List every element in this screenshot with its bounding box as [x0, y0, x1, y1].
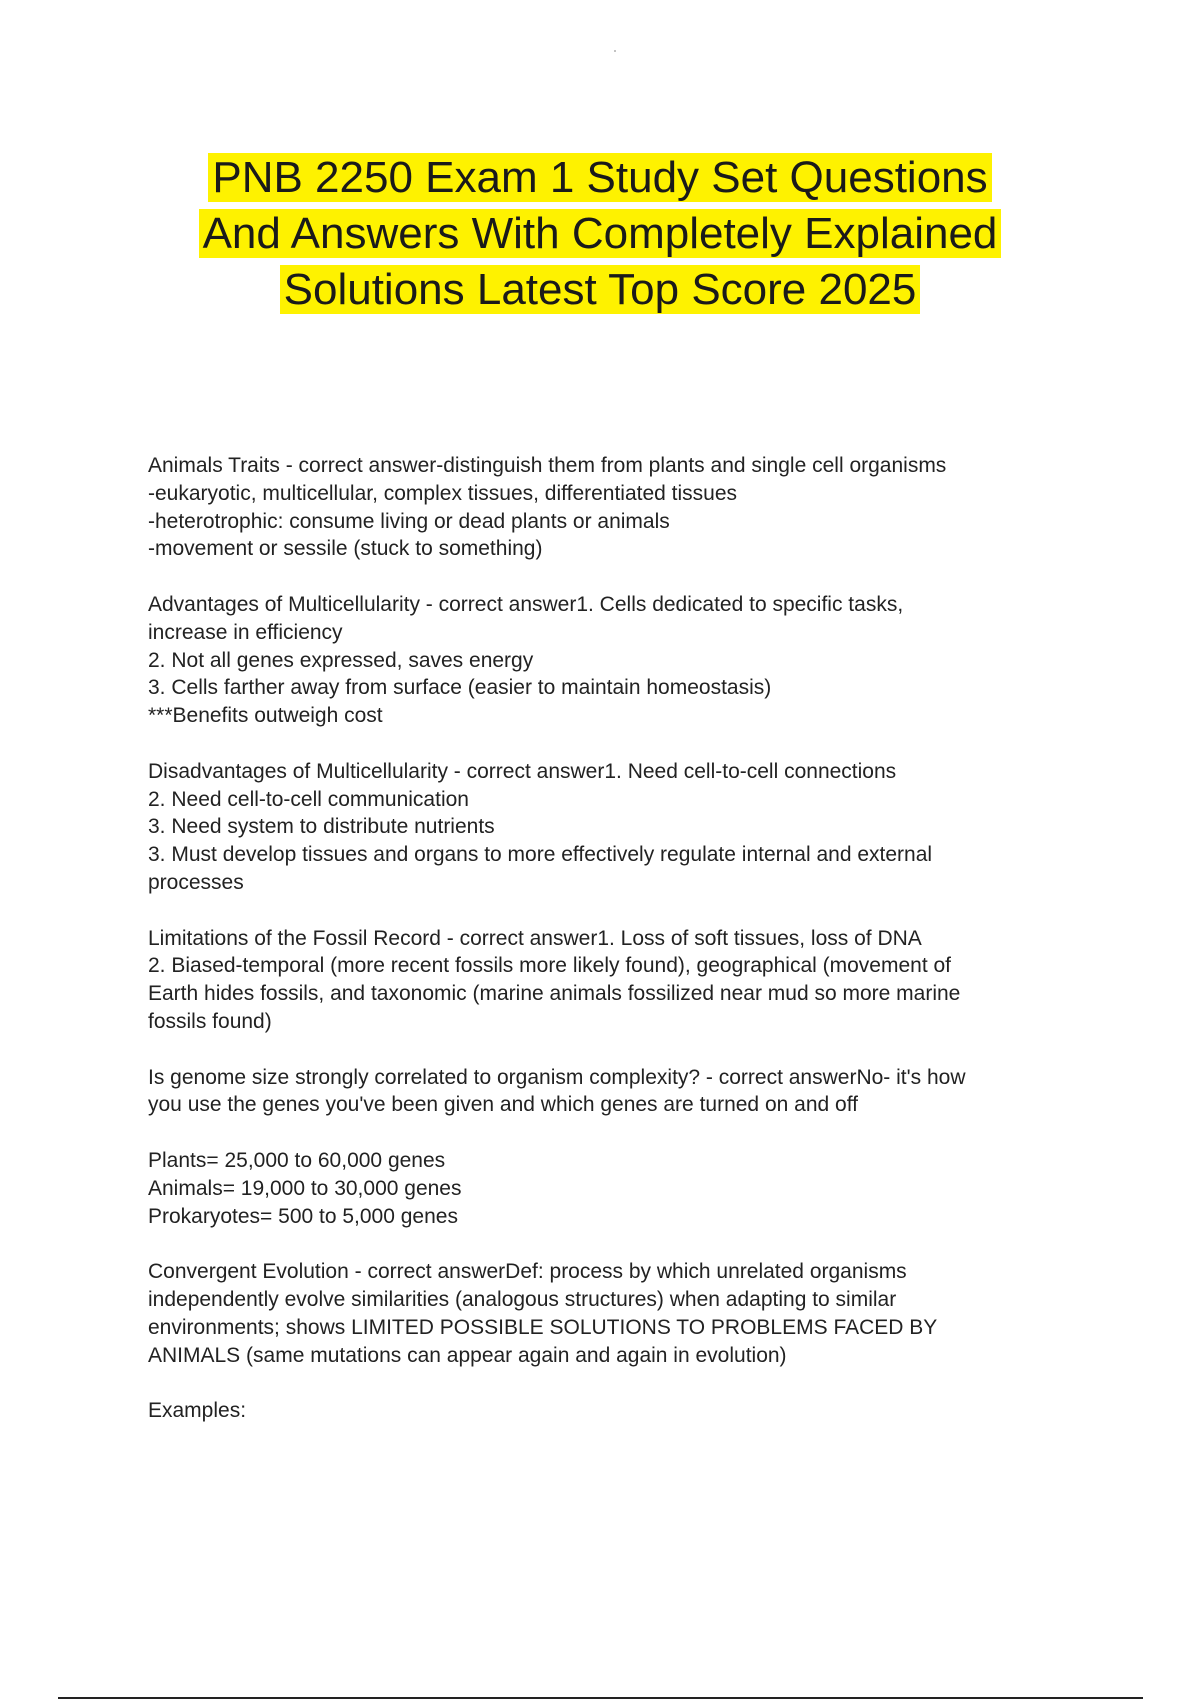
- text-line: Disadvantages of Multicellularity - correct answer1. Need cell-to-cell connections: [148, 759, 897, 783]
- text-line: -movement or sessile (stuck to something): [148, 537, 543, 561]
- text-line: you use the genes you've been given and which genes are turned on and off: [148, 1093, 858, 1117]
- text-line: 3. Need system to distribute nutrients: [148, 815, 495, 839]
- text-line: 2. Not all genes expressed, saves energy: [148, 648, 534, 672]
- text-line: -eukaryotic, multicellular, complex tissues, differentiated tissues: [148, 481, 738, 505]
- qa-convergent-evolution: [148, 1258, 1098, 1369]
- text-line: Convergent Evolution - correct answerDef: process by which unrelated organisms: [148, 1260, 907, 1284]
- text-line: ANIMALS (same mutations can appear again and again in evolution): [148, 1343, 787, 1367]
- text-line: environments; shows LIMITED POSSIBLE SOLUTIONS TO PROBLEMS FACED BY: [148, 1315, 938, 1339]
- text-line: 3. Cells farther away from surface (easier to maintain homeostasis): [148, 676, 772, 700]
- document-title: [100, 150, 1100, 318]
- text-line: Prokaryotes= 500 to 5,000 genes: [148, 1204, 458, 1228]
- text-line: ***Benefits outweigh cost: [148, 704, 383, 728]
- footer-divider: [58, 1697, 1143, 1699]
- title-line-3: Solutions Latest Top Score 2025: [280, 265, 921, 314]
- qa-fossil-record-limitations: [148, 925, 1098, 1036]
- text-line: independently evolve similarities (analogous structures) when adapting to similar: [148, 1287, 897, 1311]
- qa-genome-size: [148, 1064, 1098, 1120]
- text-line: fossils found): [148, 1009, 272, 1033]
- qa-animal-traits: [148, 452, 1098, 563]
- text-line: Is genome size strongly correlated to organism complexity? - correct answerNo- it's how: [148, 1065, 966, 1089]
- text-line: Animals Traits - correct answer-distinguish them from plants and single cell organisms: [148, 454, 947, 477]
- text-line: Animals= 19,000 to 30,000 genes: [148, 1176, 462, 1200]
- text-line: Limitations of the Fossil Record - correct answer1. Loss of soft tissues, loss of DNA: [148, 926, 922, 950]
- examples-label: Examples:: [148, 1399, 247, 1423]
- text-line: Advantages of Multicellularity - correct answer1. Cells dedicated to specific tasks,: [148, 592, 904, 616]
- text-line: processes: [148, 870, 244, 894]
- text-line: 2. Need cell-to-cell communication: [148, 787, 469, 811]
- qa-disadvantages-multicellularity: [148, 758, 1098, 897]
- text-line: -heterotrophic: consume living or dead plants or animals: [148, 509, 670, 533]
- gene-counts-list: [148, 1147, 1098, 1230]
- text-line: Plants= 25,000 to 60,000 genes: [148, 1148, 446, 1172]
- qa-advantages-multicellularity: [148, 591, 1098, 730]
- page-artifact-dot: [614, 50, 616, 52]
- examples-heading-block: [148, 1397, 1098, 1425]
- document-body: [148, 452, 1098, 1453]
- text-line: Earth hides fossils, and taxonomic (marine animals fossilized near mud so more marine: [148, 982, 961, 1006]
- text-line: 2. Biased-temporal (more recent fossils more likely found), geographical (movement of: [148, 954, 952, 978]
- text-line: 3. Must develop tissues and organs to more effectively regulate internal and external: [148, 843, 933, 867]
- text-line: increase in efficiency: [148, 620, 343, 644]
- title-line-2: And Answers With Completely Explained: [199, 209, 1002, 258]
- title-line-1: PNB 2250 Exam 1 Study Set Questions: [208, 153, 991, 202]
